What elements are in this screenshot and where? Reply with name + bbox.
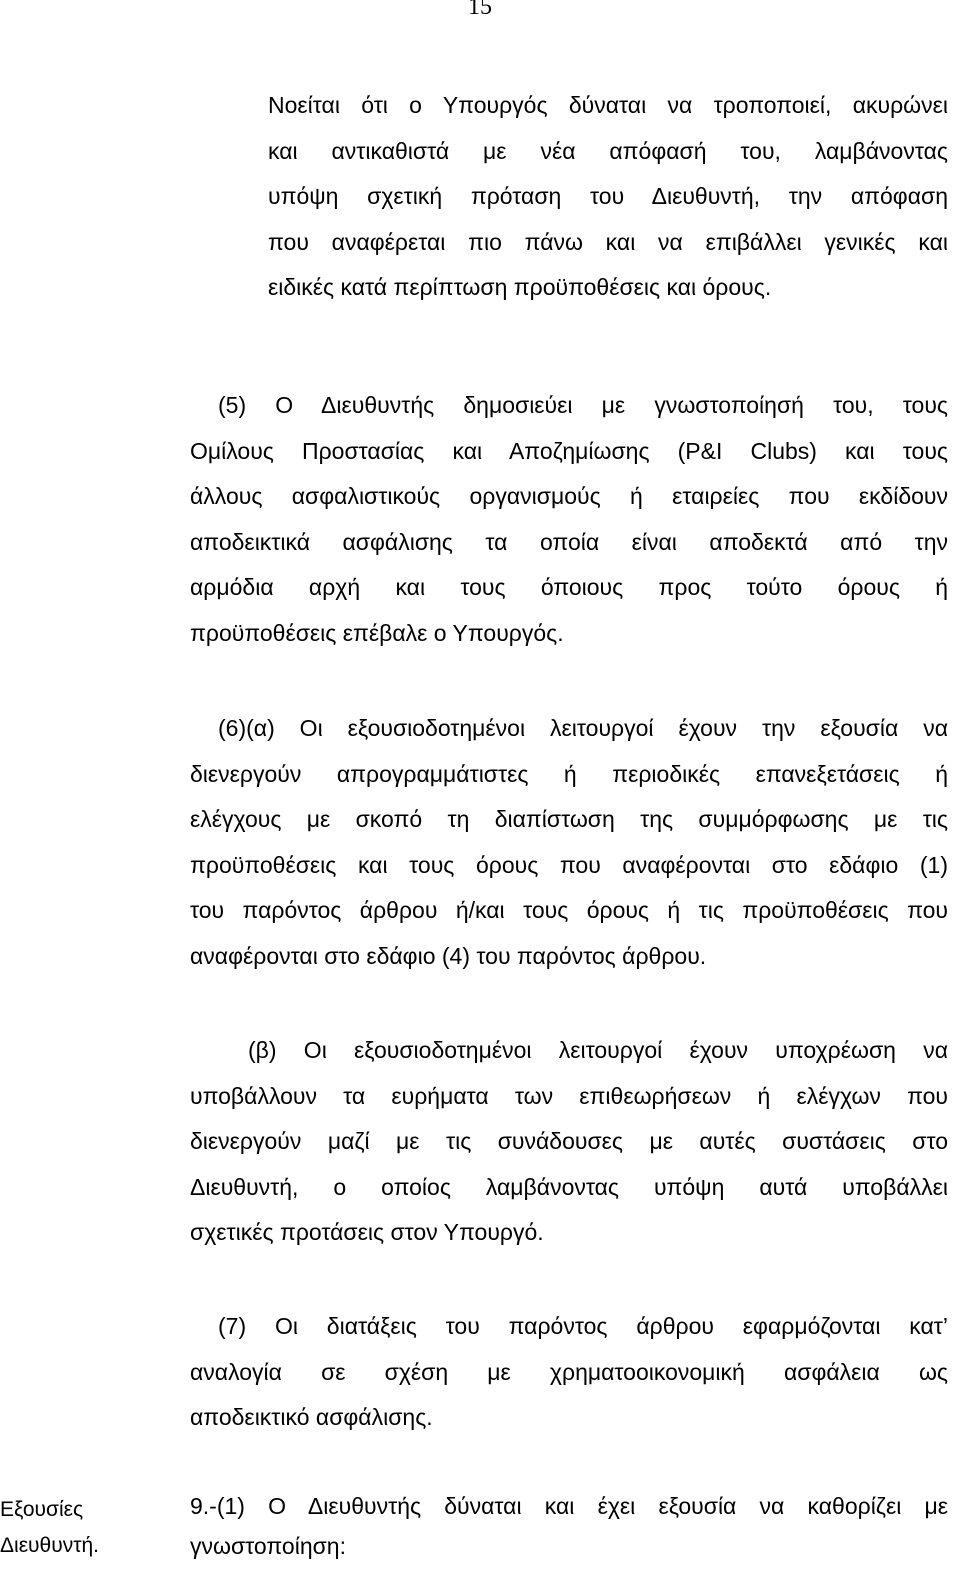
- paragraph-line: που αναφέρεται πιο πάνω και να επιβάλλει γενικές και: [268, 228, 948, 255]
- paragraph-5: [190, 383, 948, 657]
- paragraph-line: (6)(α) Οι εξουσιοδοτημένοι λειτουργοί έχουν την εξουσία να: [218, 715, 948, 741]
- paragraph-line: αρμόδια αρχή και τους όποιους προς τούτο όρους ή: [190, 574, 948, 601]
- paragraph-line: Ομίλους Προστασίας και Αποζημίωσης (P&I Clubs) και τους: [190, 437, 948, 464]
- paragraph-line: του παρόντος άρθρου ή/και τους όρους ή τις προϋποθέσεις που: [190, 897, 948, 924]
- section-line: 9.-(1) Ο Διευθυντής δύναται και έχει εξουσία να καθορίζει με: [190, 1493, 948, 1519]
- paragraph-line: διενεργούν απρογραμμάτιστες ή περιοδικές επανεξετάσεις ή: [190, 760, 948, 787]
- paragraph-line: υπόψη σχετική πρόταση του Διευθυντή, την απόφαση: [268, 183, 948, 210]
- paragraph-line: (7) Οι διατάξεις του παρόντος άρθρου εφαρμόζονται κατ’: [218, 1313, 948, 1339]
- paragraph-line: ειδικές κατά περίπτωση προϋποθέσεις και όρους.: [268, 274, 772, 301]
- paragraph-line: αναλογία σε σχέση με χρηματοοικονομική ασφάλεια ως: [190, 1358, 948, 1385]
- paragraph-line: προϋποθέσεις και τους όρους που αναφέρονται στο εδάφιο (1): [190, 851, 948, 878]
- paragraph-line: ελέγχους με σκοπό τη διαπίστωση της συμμόρφωσης με τις: [190, 806, 948, 833]
- paragraph-line: (5) Ο Διευθυντής δημοσιεύει με γνωστοποίησή του, τους: [218, 392, 948, 418]
- paragraph-line: άλλους ασφαλιστικούς οργανισμούς ή εταιρείες που εκδίδουν: [190, 483, 948, 510]
- paragraph-line: αποδεικτικά ασφάλισης τα οποία είναι αποδεκτά από την: [190, 528, 948, 555]
- paragraph-6a: [190, 706, 948, 980]
- paragraph-proviso: [268, 83, 948, 311]
- margin-note-line: Διευθυντή.: [0, 1534, 100, 1557]
- paragraph-line: και αντικαθιστά με νέα απόφασή του, λαμβάνοντας: [268, 137, 948, 164]
- paragraph-7: [190, 1304, 948, 1441]
- paragraph-line: σχετικές προτάσεις στον Υπουργό.: [190, 1219, 544, 1246]
- paragraph-line: αναφέρονται στο εδάφιο (4) του παρόντος άρθρου.: [190, 942, 707, 969]
- section-line: γνωστοποίηση:: [190, 1533, 346, 1559]
- page-number: 15: [468, 0, 492, 20]
- paragraph-line: προϋποθέσεις επέβαλε ο Υπουργός.: [190, 619, 564, 646]
- paragraph-line: (β) Οι εξουσιοδοτημένοι λειτουργοί έχουν υποχρέωση να: [248, 1037, 948, 1063]
- paragraph-line: αποδεικτικό ασφάλισης.: [190, 1404, 433, 1431]
- margin-note: [0, 1492, 150, 1564]
- paragraph-line: Νοείται ότι ο Υπουργός δύναται να τροποποιεί, ακυρώνει: [268, 92, 948, 118]
- paragraph-line: διενεργούν μαζί με τις συνάδουσες με αυτές συστάσεις στο: [190, 1128, 948, 1155]
- paragraph-6b: [190, 1028, 948, 1256]
- margin-note-line: Εξουσίες: [0, 1498, 84, 1521]
- paragraph-line: Διευθυντή, ο οποίος λαμβάνοντας υπόψη αυτά υποβάλλει: [190, 1173, 948, 1200]
- section-9: [190, 1486, 948, 1566]
- paragraph-line: υποβάλλουν τα ευρήματα των επιθεωρήσεων ή ελέγχων που: [190, 1082, 948, 1109]
